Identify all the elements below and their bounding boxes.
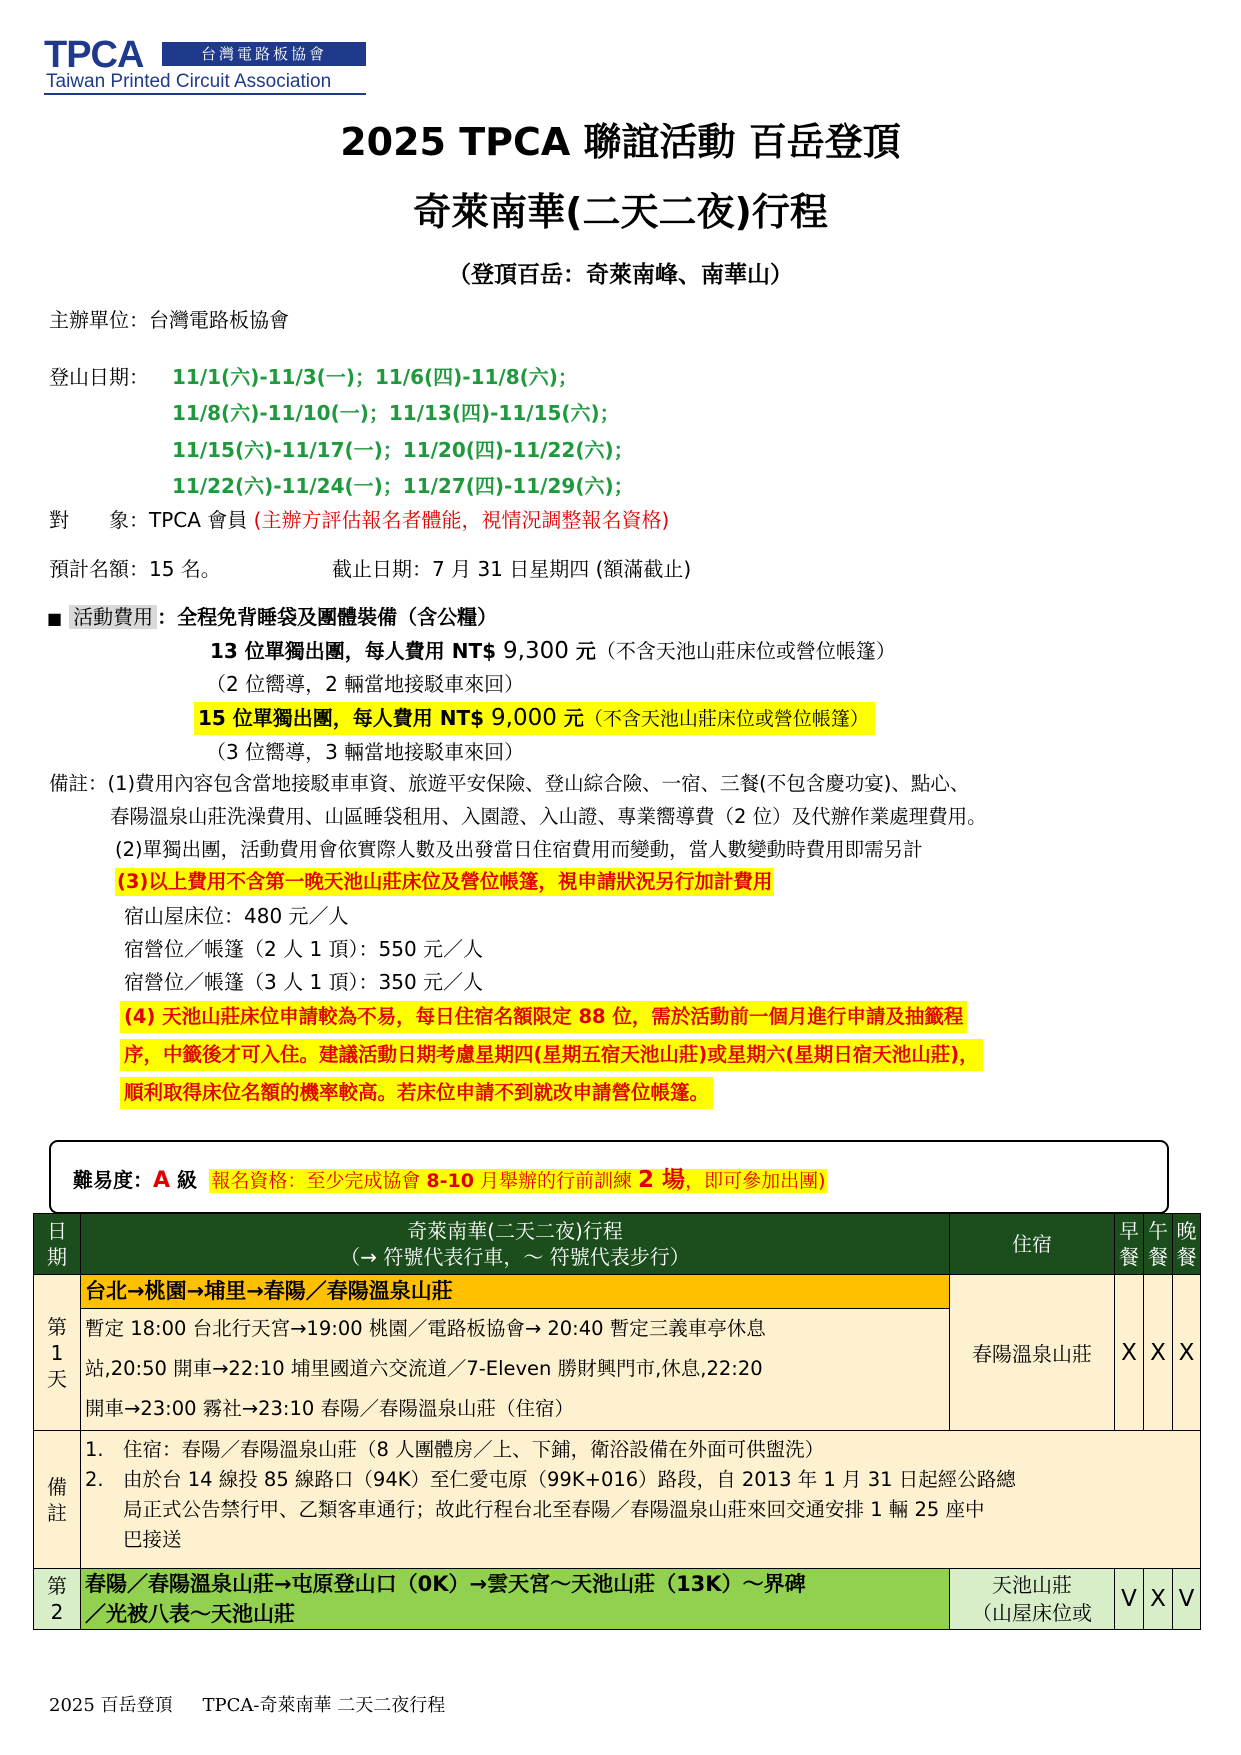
logo-mark: TPCA (44, 34, 144, 76)
note-3: (3)以上費用不含第一晚天池山莊床位及營位帳篷，視申請狀況另行加計費用 (115, 868, 774, 896)
day2-lunch: X (1144, 1569, 1173, 1630)
fee-option-2-text: 15 位單獨出團，每人費用 NT$ (198, 706, 492, 730)
deadline: 截止日期：7 月 31 日星期四 (額滿截止) (332, 557, 692, 581)
logo-underline (44, 93, 366, 95)
organizer-label: 主辦單位： (49, 308, 149, 332)
dates-label: 登山日期： (49, 365, 149, 389)
bullet-icon: ■ (47, 609, 63, 628)
day1-route: 台北→桃園→埔里→春陽／春陽溫泉山莊 (81, 1275, 949, 1309)
difficulty-grade-suffix: 級 (170, 1168, 197, 1192)
target-row (49, 506, 669, 534)
fee-row (47, 603, 497, 633)
day1-breakfast: X (1115, 1275, 1144, 1431)
fee-option-1-unit: 元 (568, 639, 596, 663)
page-title: 2025 TPCA 聯誼活動 百岳登頂 (340, 120, 901, 164)
day1-itinerary (81, 1275, 950, 1431)
remark-line: 局正式公告禁行甲、乙類客車通行；故此行程台北至春陽／春陽溫泉山莊來回交通安排 1 輛 25 座中 (123, 1498, 985, 1521)
date-line-2: 11/8(六)-11/10(一)；11/13(四)-11/15(六)； (172, 401, 620, 425)
quota-label: 預計名額： (49, 557, 149, 581)
day2-dinner: V (1173, 1569, 1201, 1630)
day1-dinner: X (1173, 1275, 1201, 1431)
footer-right: TPCA-奇萊南華 二天二夜行程 (202, 1695, 446, 1716)
organizer-value: 台灣電路板協會 (149, 308, 289, 332)
notes-label: 備註： (49, 772, 108, 795)
day1-cell: 第 1 天 (34, 1275, 81, 1431)
date-line-1: 11/1(六)-11/3(一)；11/6(四)-11/8(六)； (172, 365, 578, 389)
quota-value: 15 名。 (149, 557, 221, 581)
day1-detail-line: 暫定 18:00 台北行天宮→19:00 桃園／電路板協會→ 20:40 暫定三義車亭休息 (85, 1317, 766, 1340)
tpca-logo (44, 34, 369, 92)
note-1b: 春陽溫泉山莊洗澡費用、山區睡袋租用、入園證、入山證、專業嚮導費（2 位）及代辦作業處理費用。 (110, 805, 987, 828)
fee-option-2-sub: （3 位嚮導，3 輛當地接駁車來回） (206, 740, 525, 764)
fee-option-2-price: 9,000 (491, 705, 557, 731)
fee-option-1 (210, 637, 896, 665)
footer (49, 1691, 445, 1717)
day1-stay: 春陽溫泉山莊 (950, 1275, 1115, 1431)
target-note: (主辦方評估報名者體能，視情況調整報名資格) (253, 508, 670, 532)
fee-option-1-text: 13 位單獨出團，每人費用 NT$ (210, 639, 504, 663)
remark-line: 由於台 14 線投 85 線路口（94K）至仁愛屯原（99K+016）路段，自 2013 年 1 月 31 日起經公路總 (123, 1468, 1016, 1491)
header-dinner: 晚 餐 (1173, 1214, 1201, 1275)
remark-number: 1. (85, 1438, 104, 1461)
day1-detail-line: 站,20:50 開車→22:10 埔里國道六交流道／7-Eleven 勝財興門市,休息,22:20 (85, 1357, 763, 1380)
logo-chinese-name: 台灣電路板協會 (162, 42, 366, 66)
remark-number: 2. (85, 1468, 104, 1491)
target-label: 對 象： (49, 508, 149, 532)
note-4b: 序，中籤後才可入住。建議活動日期考慮星期四(星期五宿天池山莊)或星期六(星期日宿天池山莊)， (120, 1039, 983, 1071)
header-itinerary: 奇萊南華(二天二夜)行程 （→ 符號代表行車，～ 符號代表步行） (81, 1214, 950, 1275)
fee-headline: ：全程免背睡袋及團體裝備（含公糧） (157, 605, 498, 629)
remark-line: 巴接送 (123, 1528, 182, 1551)
note-4c: 順利取得床位名額的機率較高。若床位申請不到就改申請營位帳篷。 (120, 1077, 713, 1109)
fee-option-1-sub: （2 位嚮導，2 輛當地接駁車來回） (206, 672, 525, 696)
day2-route-line: 春陽／春陽溫泉山莊→屯原登山口（0K）→雲天宮～天池山莊（13K）～界碑 (85, 1572, 806, 1596)
table-row-day2 (34, 1569, 1201, 1630)
requirement-d: 2 場 (638, 1167, 686, 1193)
day2-breakfast: V (1115, 1569, 1144, 1630)
itinerary-table (33, 1213, 1201, 1630)
header-stay: 住宿 (950, 1214, 1115, 1275)
day1-lunch: X (1144, 1275, 1173, 1431)
date-line-3: 11/15(六)-11/17(一)；11/20(四)-11/22(六)； (172, 438, 634, 462)
date-line-4: 11/22(六)-11/24(一)；11/27(四)-11/29(六)； (172, 474, 634, 498)
note-2: (2)單獨出團，活動費用會依實際人數及出發當日住宿費用而變動，當人數變動時費用即需另計 (115, 838, 923, 861)
day1-detail (81, 1309, 949, 1429)
requirement-a: 報名資格：至少完成協會 (211, 1170, 427, 1192)
fee-option-1-note: （不含天池山莊床位或營位帳篷） (595, 639, 896, 663)
price-bed: 宿山屋床位：480 元／人 (124, 904, 349, 928)
footer-left: 2025 百岳登頂 (49, 1695, 173, 1716)
day2-route (81, 1569, 950, 1630)
fee-option-2-unit: 元 (556, 706, 584, 730)
fee-label: 活動費用 (69, 605, 157, 629)
fee-option-2 (194, 702, 875, 735)
table-header-row (34, 1214, 1201, 1275)
day2-cell: 第 2 (34, 1569, 81, 1630)
notes-row-1 (49, 770, 969, 798)
remark-line: 住宿：春陽／春陽溫泉山莊（8 人團體房／上、下鋪，衛浴設備在外面可供盥洗） (123, 1438, 825, 1461)
day1-detail-line: 開車→23:00 霧社→23:10 春陽／春陽溫泉山莊（住宿） (85, 1397, 574, 1420)
day2-route-line: ／光被八表～天池山莊 (85, 1602, 295, 1626)
table-row-day1 (34, 1275, 1201, 1431)
note-4a: (4) 天池山莊床位申請較為不易，每日住宿名額限定 88 位，需於活動前一個月進行申請及抽籤程 (120, 1001, 967, 1033)
note-1a: (1)費用內容包含當地接駁車車資、旅遊平安保險、登山綜合險、一宿、三餐(不包含慶功宴)、點心、 (107, 772, 970, 795)
organizer-row (49, 306, 289, 334)
remark-item (85, 1435, 1200, 1465)
day2-stay: 天池山莊 （山屋床位或 (950, 1569, 1115, 1630)
fee-option-1-price: 9,300 (503, 638, 569, 664)
price-tent-2: 宿營位／帳篷（2 人 1 頂）：550 元／人 (124, 937, 484, 961)
difficulty-row (73, 1166, 827, 1195)
requirement-e: ，即可參加出團) (685, 1170, 826, 1192)
quota-row (49, 555, 221, 583)
summit-subtitle: （登頂百岳：奇萊南峰、南華山） (448, 262, 793, 288)
fee-option-2-note: （不含天池山莊床位或營位帳篷） (583, 708, 869, 730)
remark-item (85, 1465, 1200, 1555)
table-row-remarks (34, 1431, 1201, 1569)
difficulty-grade: A (153, 1168, 171, 1193)
header-lunch: 午 餐 (1144, 1214, 1173, 1275)
page-subtitle: 奇萊南華(二天二夜)行程 (413, 190, 828, 234)
logo-english-name: Taiwan Printed Circuit Association (46, 71, 332, 92)
requirement-c: 月舉辦的行前訓練 (473, 1170, 639, 1192)
remarks-cell: 備 註 (34, 1431, 81, 1569)
remarks-content (81, 1431, 1201, 1569)
target-value: TPCA 會員 (149, 508, 254, 532)
header-day: 日 期 (34, 1214, 81, 1275)
difficulty-label: 難易度： (73, 1168, 153, 1192)
requirement (209, 1169, 827, 1193)
header-breakfast: 早 餐 (1115, 1214, 1144, 1275)
price-tent-3: 宿營位／帳篷（3 人 1 頂）：350 元／人 (124, 970, 484, 994)
requirement-b: 8-10 (426, 1170, 474, 1192)
